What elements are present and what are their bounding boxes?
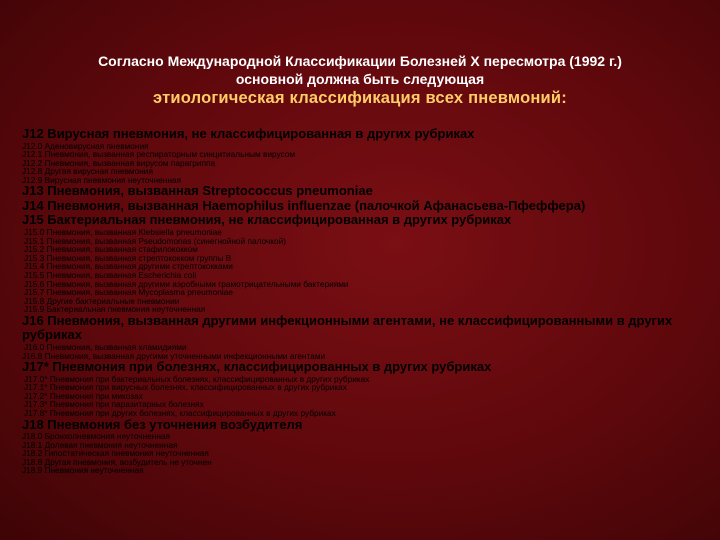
list-item: J18.8 Другая пневмония, возбудитель не уточнен xyxy=(22,456,212,467)
list-item: J15.6 Пневмония, вызванная другими аэробными грамотрицательными бактериями xyxy=(24,278,349,289)
list-item: J15.8 Другие бактериальные пневмонии xyxy=(24,295,180,306)
list-item: J16.0 Пневмония, вызванная хламидиями xyxy=(24,341,187,352)
group-heading-j16: J16 Пневмония, вызванная другими инфекционными агентами, не классифицированными в других рубриках xyxy=(22,312,673,343)
list-item: J17.3* Пневмония при паразитарных болезнях xyxy=(24,399,204,410)
list-item: J18.1 Долевая пневмония неуточненная xyxy=(22,439,178,450)
title-line-3: этиологическая классификация всех пневмоний: xyxy=(153,89,567,107)
list-item: J17.1* Пневмония при вирусных болезнях, классифицированных в других рубриках xyxy=(24,382,347,393)
list-item: J12.1 Пневмония, вызванная респираторным синцитиальным вирусом xyxy=(22,149,296,160)
list-item: J15.7 Пневмония, вызванная Mycoplasma pneumoniae xyxy=(24,287,233,298)
list-item: J18.2 Гипостатическая пневмония неуточненная xyxy=(22,448,209,459)
list-item: J18.9 Пневмония неуточненная xyxy=(22,465,144,476)
group-heading-j14: J14 Пневмония, вызванная Haemophilus influenzae (палочкой Афанасьева-Пфеффера) xyxy=(22,197,586,213)
classification-list xyxy=(22,127,692,475)
group-heading-j17: J17* Пневмония при болезнях, классифицированных в других рубриках xyxy=(22,359,492,375)
title-line-2: основной должна быть следующая xyxy=(235,71,485,87)
list-item: J12.2 Пневмония, вызванная вирусом парагриппа xyxy=(22,157,216,168)
list-item: J16.8 Пневмония, вызванная другими уточненными инфекционными агентами xyxy=(22,350,326,361)
group-heading-j18: J18 Пневмония без уточнения возбудителя xyxy=(22,416,303,432)
list-item: J12.8 Другая вирусная пневмония xyxy=(22,166,153,177)
list-item: J15.2 Пневмония, вызванная стафилококком xyxy=(24,244,198,255)
group-heading-j15: J15 Бактериальная пневмония, не классифицированная в других рубриках xyxy=(22,212,512,228)
title-line-1: Согласно Международной Классификации Болезней X пересмотра (1992 г.) xyxy=(98,53,622,69)
list-item: J17.8* Пневмония при других болезнях, классифицированных в других рубриках xyxy=(24,407,336,418)
list-item: J12.9 Вирусная пневмония неуточненная xyxy=(22,174,182,185)
group-heading-j12: J12 Вирусная пневмония, не классифицированная в других рубриках xyxy=(22,126,475,141)
list-item: J15.3 Пневмония, вызванная стрептококком группы В xyxy=(24,252,232,263)
list-item: J15.0 Пневмония, вызванная Klebsiella pneumoniae xyxy=(24,226,222,237)
list-item: J12.0 Аденовирусная пневмония xyxy=(22,140,149,151)
list-item: J17.2* Пневмония при микозах xyxy=(24,390,143,401)
list-item: J17.0* Пневмония при бактериальных болезнях, классифицированных в других рубриках xyxy=(24,373,370,384)
list-item: J15.1 Пневмония, вызванная Pseudomonas (синегнойной палочкой) xyxy=(24,235,287,246)
list-item: J15.5 Пневмония, вызванная Escherichia coli xyxy=(24,269,197,280)
list-item: J15.4 Пневмония, вызванная другими стрептококками xyxy=(24,261,233,272)
group-heading-j13: J13 Пневмония, вызванная Streptococcus pneumoniae xyxy=(22,183,373,199)
list-item: J18.0 Бронхопневмония неуточненная xyxy=(22,431,171,442)
list-item: J15.9 Бактериальная пневмония неуточненная xyxy=(24,304,206,315)
